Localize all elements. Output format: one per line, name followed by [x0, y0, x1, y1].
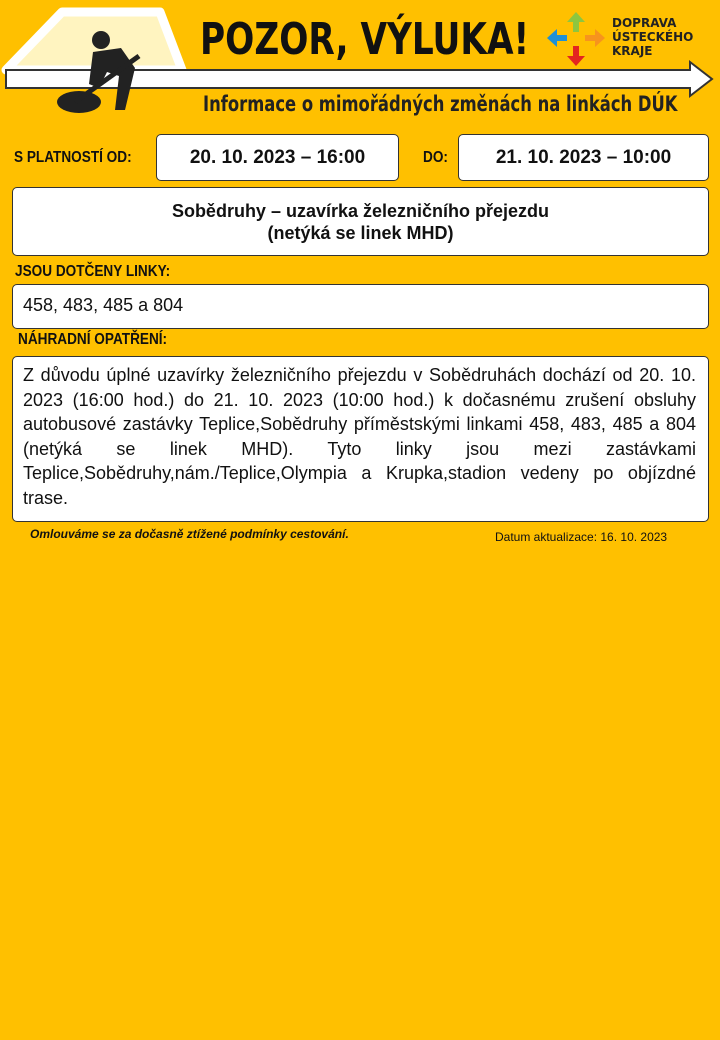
brand-line: ÚSTECKÉHO [612, 30, 694, 44]
measures-label: NÁHRADNÍ OPATŘENÍ: [18, 331, 168, 348]
valid-from-label: S PLATNOSTÍ OD: [14, 149, 132, 166]
update-date: Datum aktualizace: 16. 10. 2023 [495, 530, 668, 544]
affected-lines-value: 458, 483, 485 a 804 [12, 284, 709, 329]
notice-title [12, 187, 709, 256]
measures-text: Z důvodu úplné uzavírky železničního přejezdu v Sobědruhách dochází od 20. 10. 2023 (16:00 hod.) do 21. 10. 2023 (10:00 hod.) k dočasnému zrušení obsluhy autobusové zastávky Teplice,Sobědruhy příměstskými linkami 458, 483, 485 a 804 (netýká se linek MHD). Tyto linky jsou mezi zastávkami Teplice,Sobědruhy,nám./Teplice,Olympia a Krupka,stadion vedeny po objízdné trase. [12, 356, 709, 522]
apology-note: Omlouváme se za dočasně ztížené podmínky cestování. [30, 527, 349, 541]
valid-to-label: DO: [423, 149, 448, 166]
worker-digging-icon [55, 28, 165, 114]
brand-name [612, 16, 693, 58]
banner-subtitle: Informace o mimořádných změnách na linkách DÚK [203, 92, 678, 116]
brand-line: KRAJE [612, 44, 653, 58]
affected-lines-label: JSOU DOTČENY LINKY: [15, 263, 171, 280]
banner-title: POZOR, VÝLUKA! [200, 14, 530, 65]
duk-logo-icon [545, 10, 607, 68]
valid-to-date: 21. 10. 2023 – 10:00 [458, 134, 709, 181]
notice-title-line: Sobědruhy – uzavírka železničního přejezdu [171, 201, 550, 221]
notice-title-line: (netýká se linek MHD) [267, 223, 454, 243]
brand-line: DOPRAVA [612, 16, 677, 30]
valid-from-date: 20. 10. 2023 – 16:00 [156, 134, 399, 181]
